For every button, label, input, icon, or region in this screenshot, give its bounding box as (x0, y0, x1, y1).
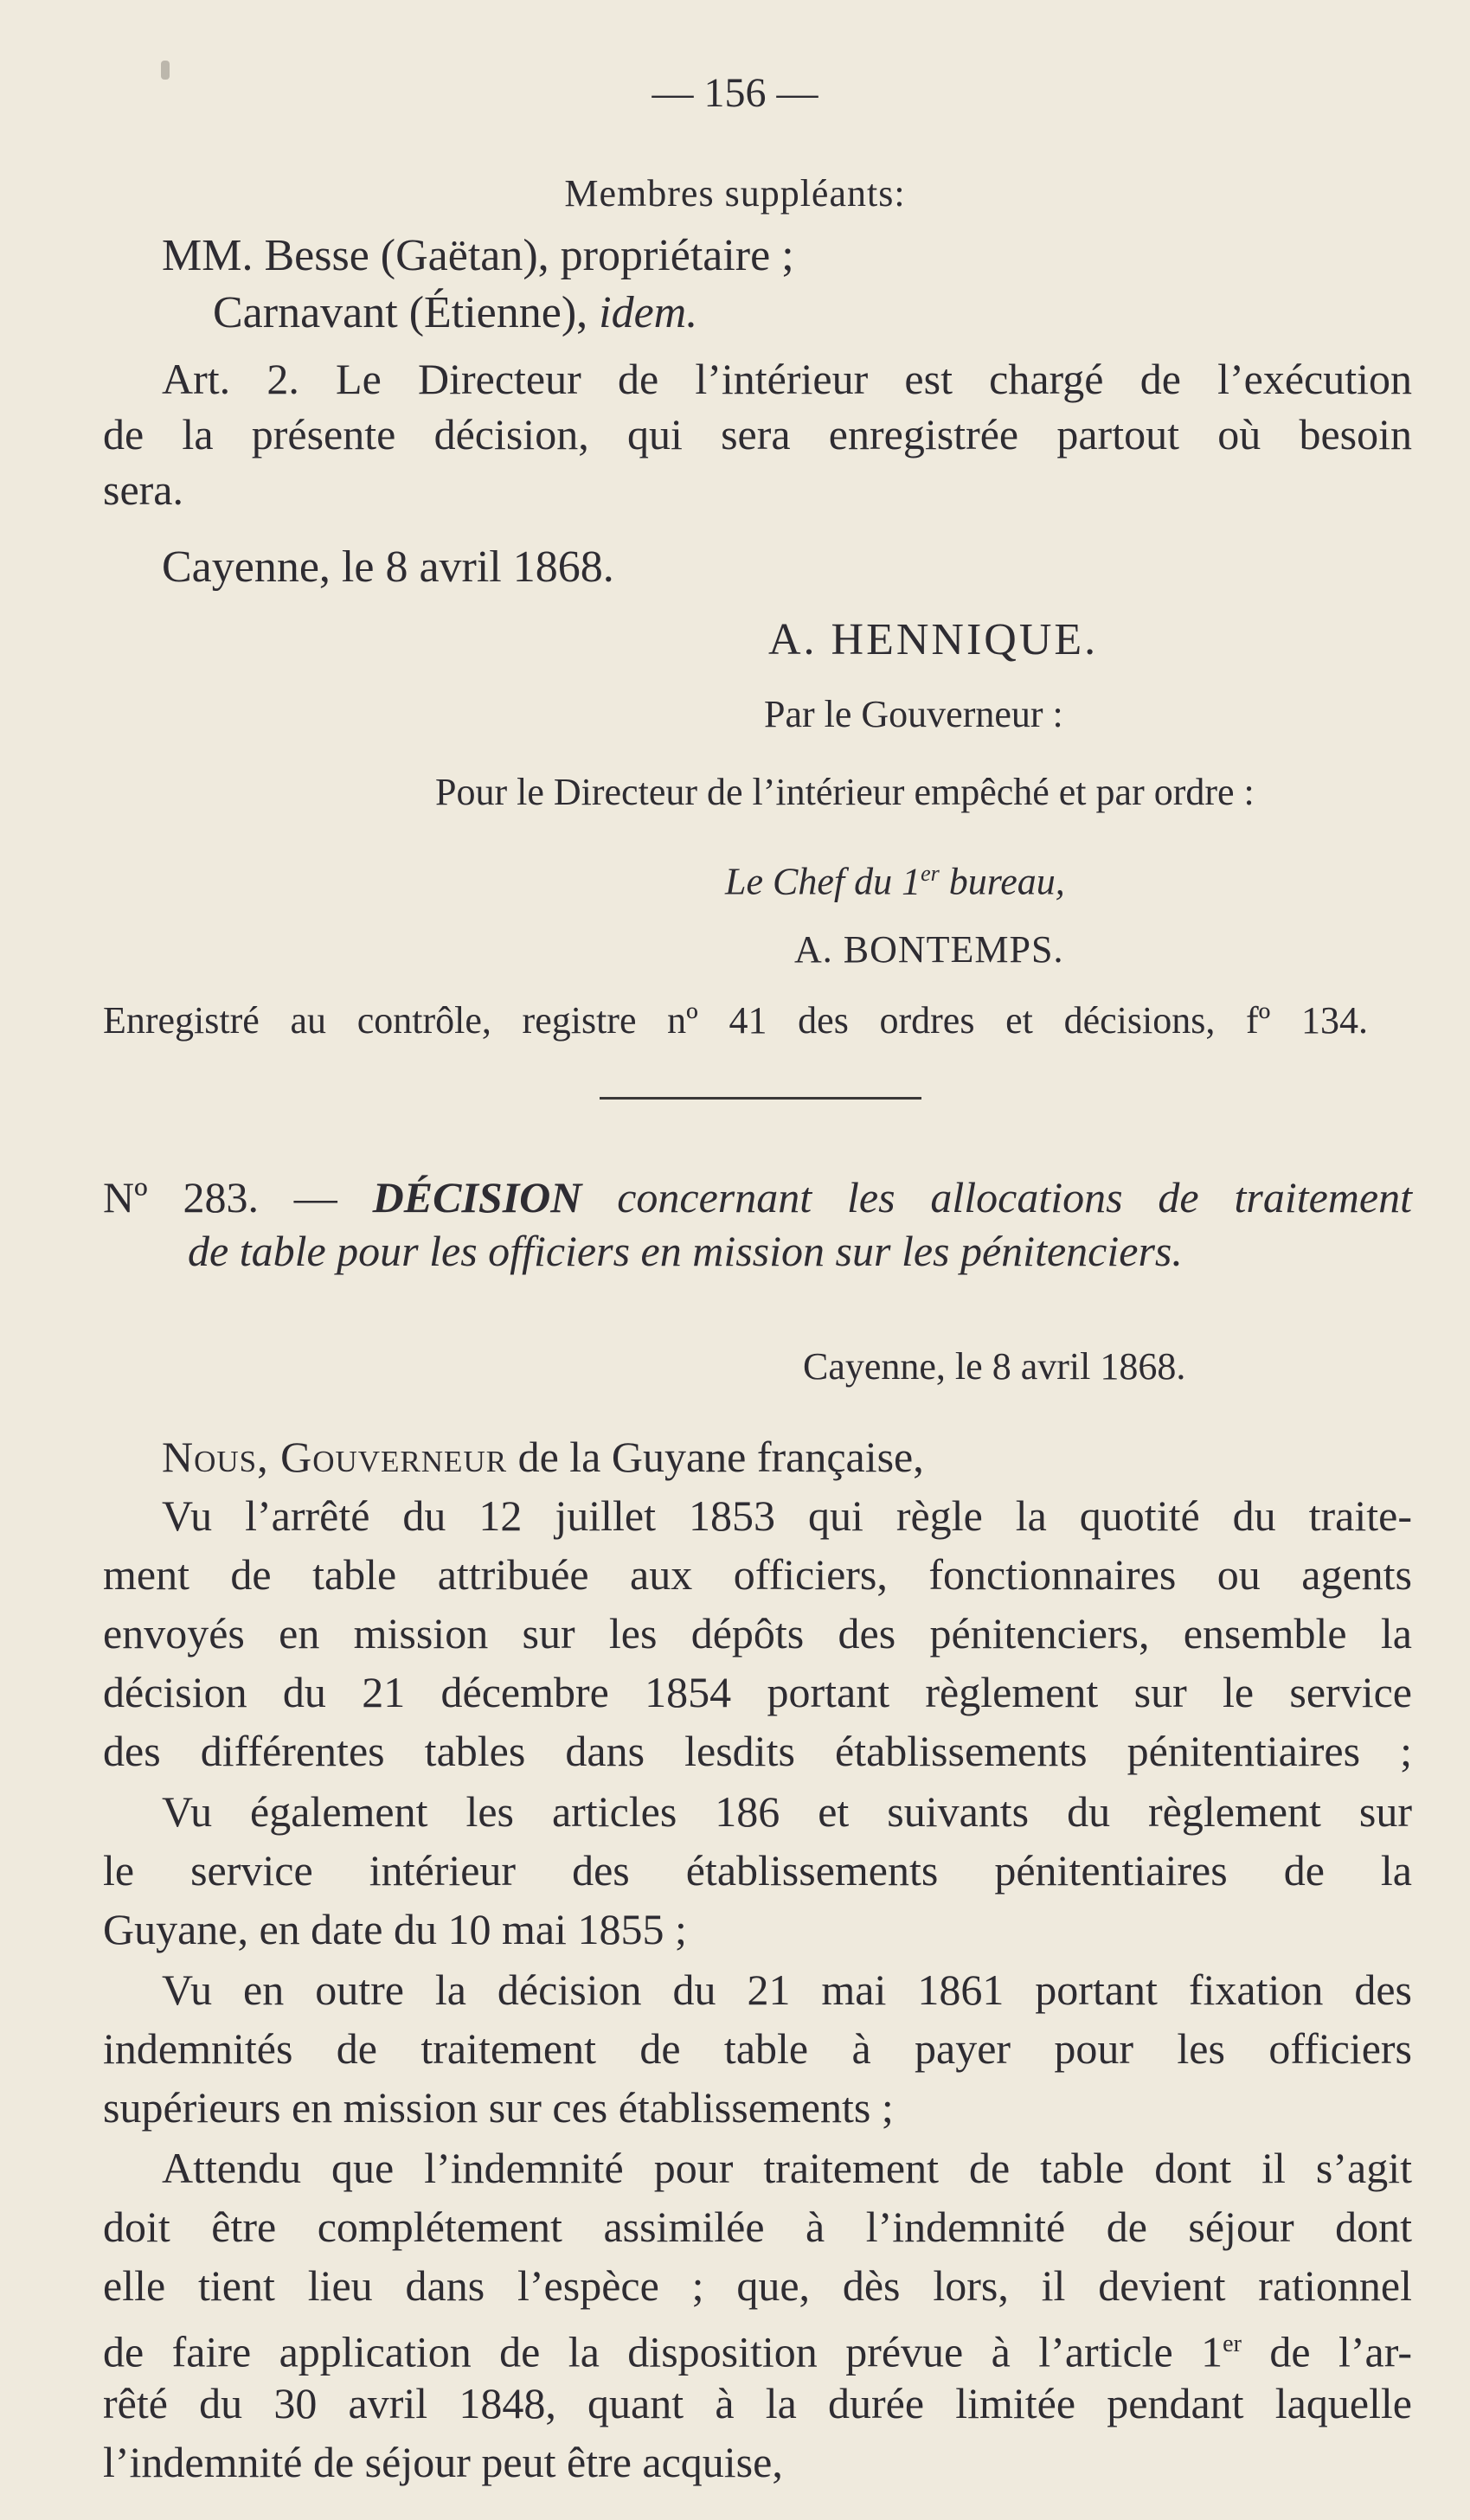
paragraph-3-line-3: supérieurs en mission sur ces établissements ; (103, 2083, 894, 2132)
member-2-name: Carnavant (Étienne), (213, 288, 600, 337)
member-2-idem: idem. (599, 288, 698, 337)
nous-gouverneur (162, 1431, 924, 1483)
by-the-governor: Par le Gouverneur : (764, 693, 1063, 735)
members-heading: Membres suppléants: (564, 172, 906, 215)
paragraph-1-line-4: décision du 21 décembre 1854 portant règlement sur le service (103, 1668, 1412, 1716)
decision-title-rest: concernant les allocations de traitement (581, 1173, 1412, 1222)
decision-title-line-2: de table pour les officiers en mission sur les pénitenciers. (188, 1227, 1183, 1275)
page-number: — 156 — (652, 70, 818, 116)
place-date-2: Cayenne, le 8 avril 1868. (803, 1345, 1186, 1388)
paragraph-4-line-4-text: de faire application de la disposition prévue à l’article 1 (103, 2327, 1223, 2376)
article-2-line-3: sera. (103, 465, 183, 514)
signature-hennique: A. HENNIQUE. (768, 615, 1099, 664)
chief-text-a: Le Chef du 1 (725, 860, 921, 903)
paragraph-2-line-1: Vu également les articles 186 et suivants du règlement sur (162, 1787, 1412, 1836)
decision-number: Nº 283. — (103, 1173, 373, 1222)
paragraph-4-line-5: rêté du 30 avril 1848, quant à la durée limitée pendant laquelle (103, 2379, 1412, 2427)
paragraph-4-line-3: elle tient lieu dans l’espèce ; que, dès lors, il devient rationnel (103, 2261, 1412, 2310)
chief-text-b: bureau, (939, 860, 1065, 903)
paragraph-1-line-3: envoyés en mission sur les dépôts des pénitenciers, ensemble la (103, 1609, 1412, 1658)
chief-superscript: er (921, 861, 940, 886)
section-divider (600, 1097, 921, 1100)
member-line-1: MM. Besse (Gaëtan), propriétaire ; (162, 231, 794, 280)
decision-word: DÉCISION (372, 1173, 582, 1222)
paragraph-3-line-1: Vu en outre la décision du 21 mai 1861 portant fixation des (162, 1965, 1412, 2014)
member-line-2 (213, 287, 697, 339)
paragraph-4-line-4 (103, 2318, 1412, 2378)
decision-title-line-1 (103, 1171, 1412, 1223)
paragraph-4-superscript: er (1223, 2331, 1242, 2357)
for-the-director: Pour le Directeur de l’intérieur empêché et par ordre : (435, 771, 1255, 813)
paragraph-1-line-1: Vu l’arrêté du 12 juillet 1853 qui règle la quotité du traite- (162, 1491, 1412, 1540)
place-date-1: Cayenne, le 8 avril 1868. (162, 542, 614, 592)
paragraph-1-line-5: des différentes tables dans lesdits établissements pénitentiaires ; (103, 1727, 1412, 1775)
paragraph-2-line-2: le service intérieur des établissements pénitentiaires de la (103, 1846, 1412, 1895)
paragraph-2-line-3: Guyane, en date du 10 mai 1855 ; (103, 1905, 687, 1953)
paragraph-4-line-2: doit être complétement assimilée à l’indemnité de séjour dont (103, 2203, 1412, 2251)
paragraph-1-line-2: ment de table attribuée aux officiers, fonctionnaires ou agents (103, 1550, 1412, 1599)
nous-gouverneur-smallcaps: Nous, Gouverneur (162, 1433, 508, 1481)
article-2-line-1: Art. 2. Le Directeur de l’intérieur est chargé de l’exécution (162, 355, 1412, 403)
paragraph-4-line-6: l’indemnité de séjour peut être acquise, (103, 2438, 783, 2486)
paragraph-4-line-1: Attendu que l’indemnité pour traitement de table dont il s’agit (162, 2144, 1412, 2192)
registration-note: Enregistré au contrôle, registre nº 41 des ordres et décisions, fº 134. (103, 999, 1368, 1042)
chief-of-bureau (725, 848, 1065, 908)
article-2-line-2: de la présente décision, qui sera enregistrée partout où besoin (103, 410, 1412, 458)
nous-gouverneur-rest: de la Guyane française, (507, 1433, 924, 1481)
signature-bontemps: A. BONTEMPS. (794, 928, 1064, 971)
paragraph-3-line-2: indemnités de traitement de table à payer pour les officiers (103, 2024, 1412, 2073)
paragraph-4-line-4-end: de l’ar- (1241, 2327, 1412, 2376)
